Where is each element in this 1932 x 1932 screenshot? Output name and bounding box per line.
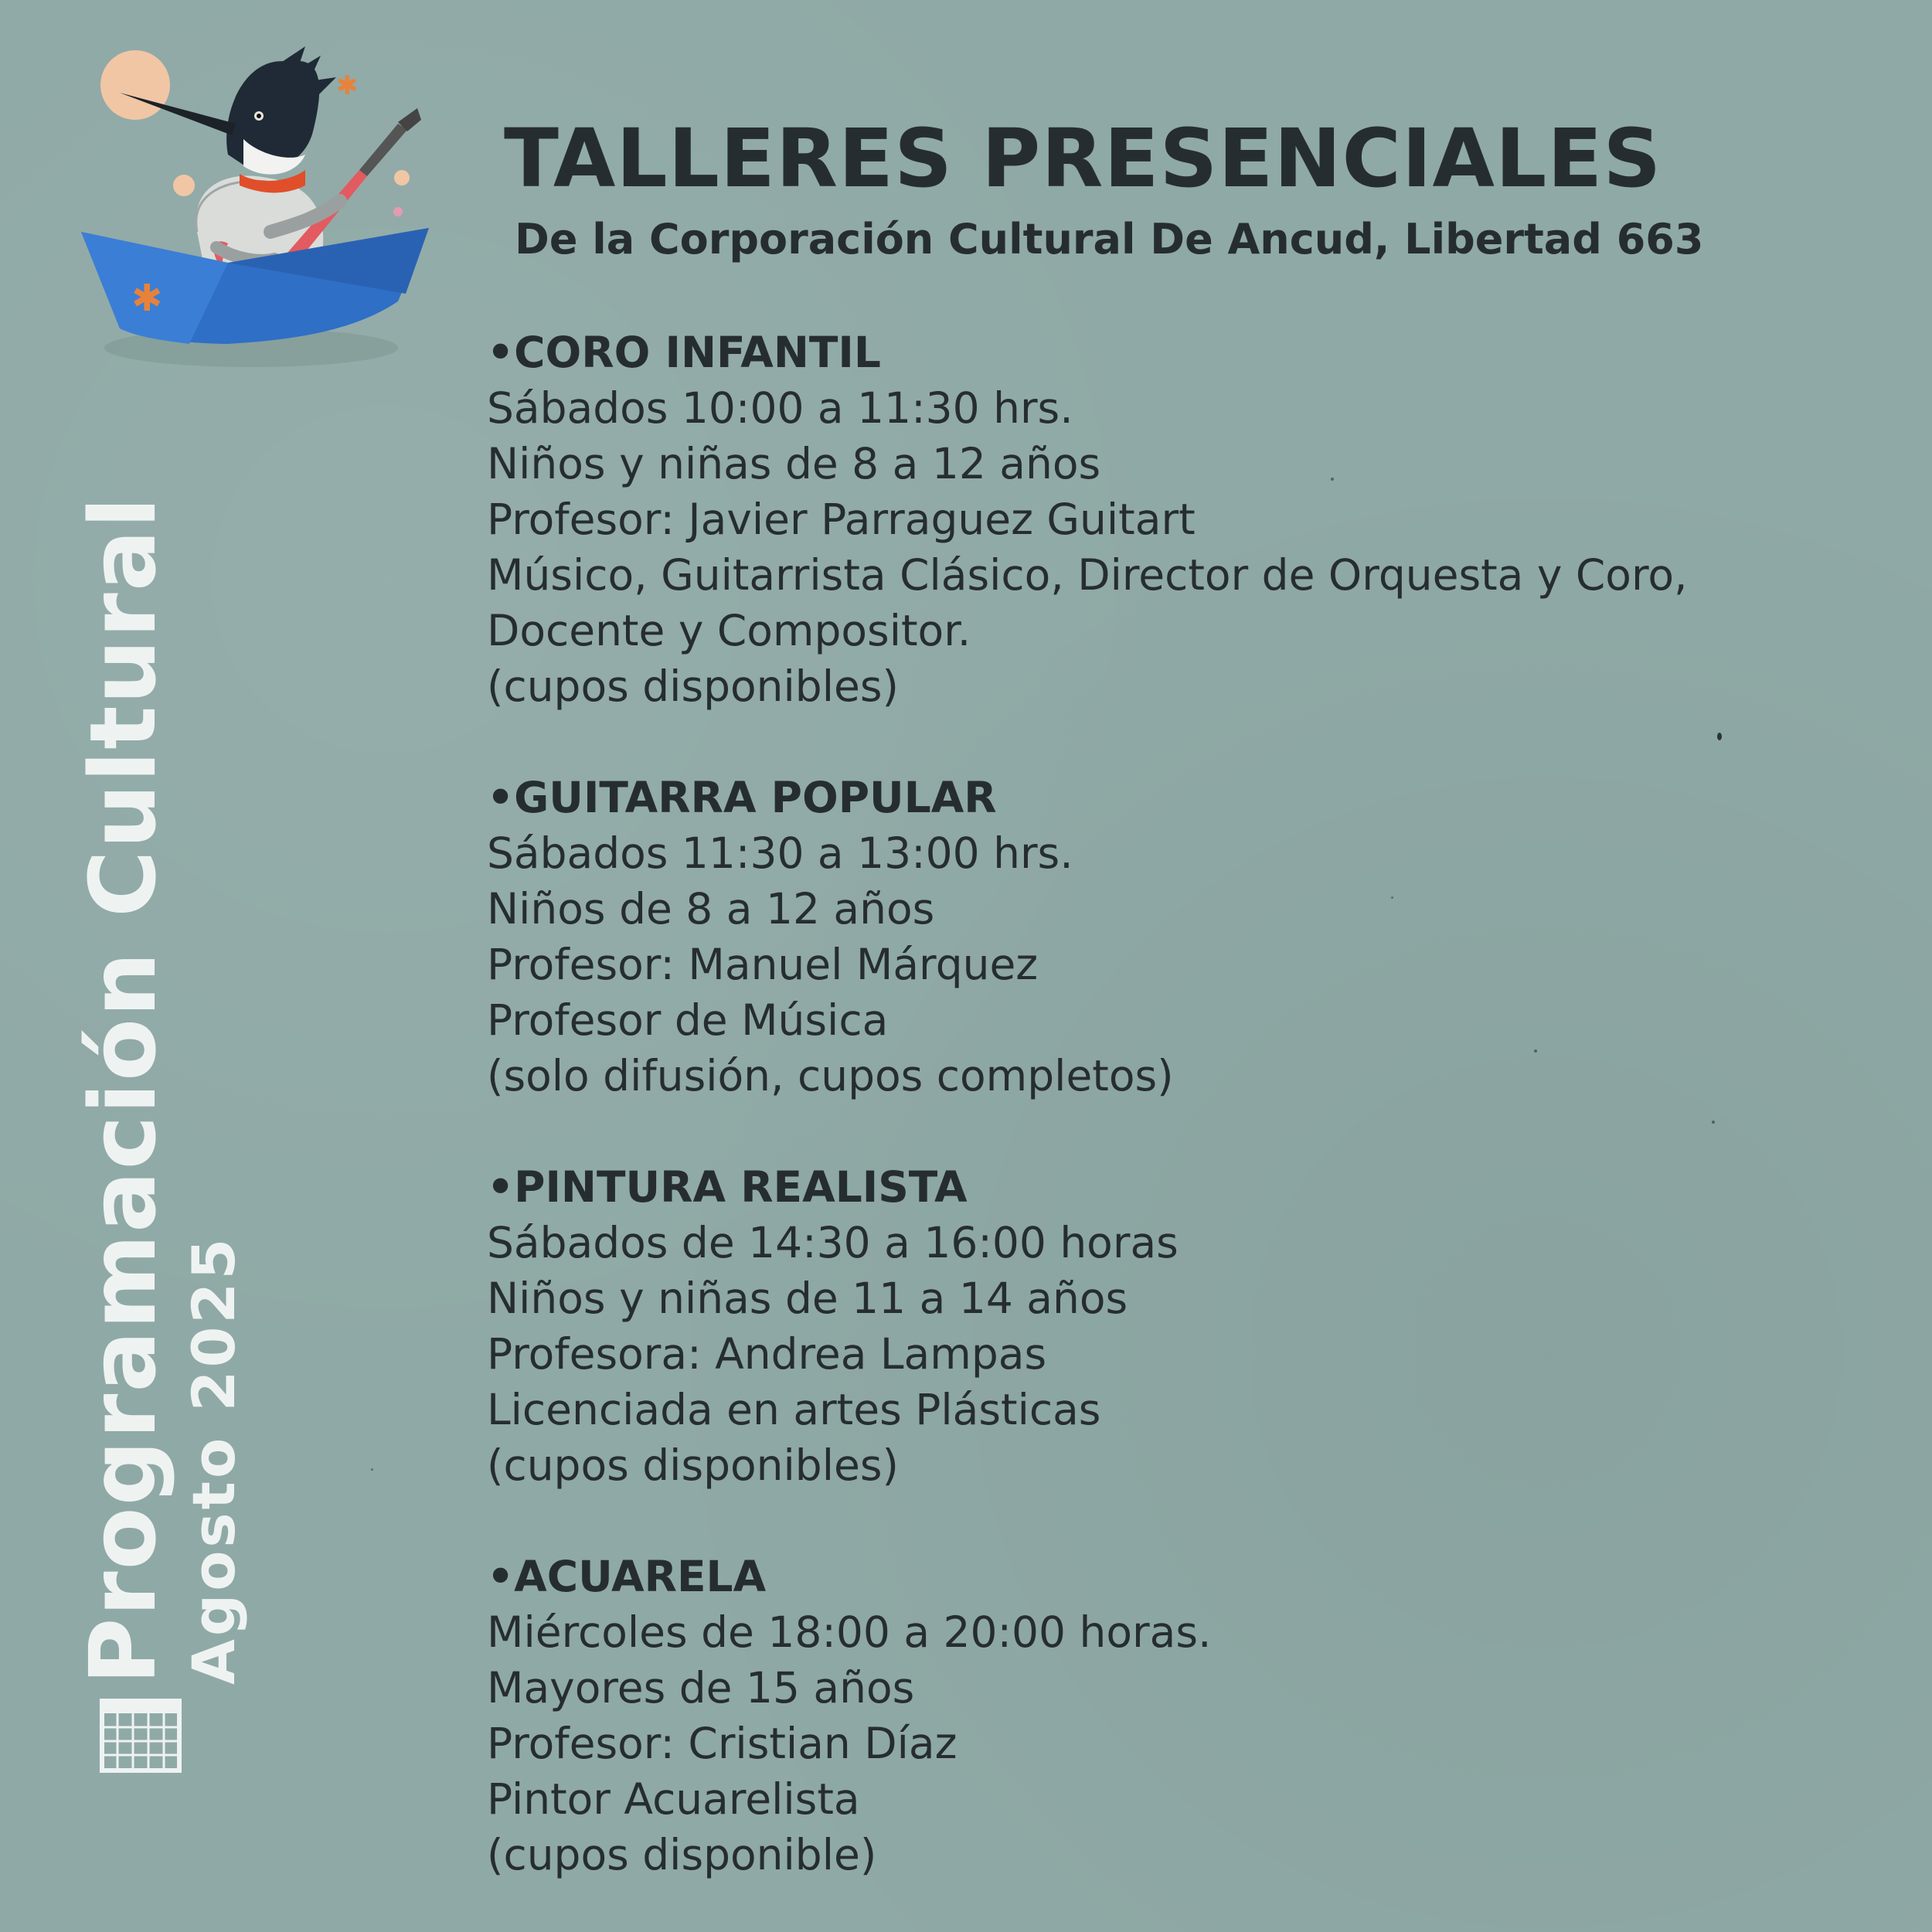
kingfisher-guitar-boat-icon bbox=[73, 39, 444, 379]
calendar-icon bbox=[99, 1696, 184, 1774]
workshop-availability: (solo difusión, cupos completos) bbox=[487, 1051, 1174, 1100]
workshop-acuarela bbox=[487, 1549, 1893, 1883]
workshop-coro-infantil bbox=[487, 325, 1893, 714]
workshop-teacher: Profesora: Andrea Lampas bbox=[487, 1329, 1047, 1379]
page-title: TALLERES PRESENCIALES bbox=[504, 111, 1662, 206]
workshop-audience: Niños de 8 a 12 años bbox=[487, 884, 935, 934]
workshop-name: •ACUARELA bbox=[487, 1552, 767, 1601]
workshop-audience: Niños y niñas de 11 a 14 años bbox=[487, 1274, 1128, 1323]
workshop-teacher-bio: Docente y Compositor. bbox=[487, 606, 971, 655]
workshop-teacher: Profesor: Javier Parraguez Guitart bbox=[487, 495, 1196, 544]
workshop-audience: Mayores de 15 años bbox=[487, 1663, 915, 1713]
svg-text:✱: ✱ bbox=[336, 70, 359, 101]
page-subtitle: De la Corporación Cultural De Ancud, Libertad 663 bbox=[515, 215, 1704, 264]
workshop-pintura-realista bbox=[487, 1159, 1893, 1493]
paper-speck bbox=[371, 1468, 373, 1471]
workshop-teacher-bio: Músico, Guitarrista Clásico, Director de Orquesta y Coro, bbox=[487, 550, 1688, 600]
workshop-teacher-bio: Profesor de Música bbox=[487, 995, 889, 1045]
workshop-teacher: Profesor: Manuel Márquez bbox=[487, 940, 1039, 989]
workshop-teacher-bio: Pintor Acuarelista bbox=[487, 1774, 860, 1824]
workshop-schedule: Sábados 11:30 a 13:00 hrs. bbox=[487, 828, 1073, 878]
side-title: Programación Cultural bbox=[70, 495, 176, 1685]
workshop-availability: (cupos disponible) bbox=[487, 1830, 877, 1879]
workshop-name: •PINTURA REALISTA bbox=[487, 1162, 968, 1212]
workshop-name: •CORO INFANTIL bbox=[487, 328, 881, 377]
svg-text:✱: ✱ bbox=[131, 277, 163, 320]
side-subtitle: Agosto 2025 bbox=[179, 1235, 248, 1685]
workshop-schedule: Sábados de 14:30 a 16:00 horas bbox=[487, 1218, 1179, 1267]
workshop-guitarra-popular bbox=[487, 770, 1893, 1104]
workshop-name: •GUITARRA POPULAR bbox=[487, 773, 997, 822]
workshop-availability: (cupos disponibles) bbox=[487, 1440, 899, 1490]
workshop-audience: Niños y niñas de 8 a 12 años bbox=[487, 439, 1101, 488]
workshop-schedule: Miércoles de 18:00 a 20:00 horas. bbox=[487, 1607, 1212, 1657]
workshop-teacher-bio: Licenciada en artes Plásticas bbox=[487, 1385, 1101, 1434]
workshop-availability: (cupos disponibles) bbox=[487, 662, 899, 711]
header bbox=[502, 112, 1739, 267]
workshop-teacher: Profesor: Cristian Díaz bbox=[487, 1719, 957, 1768]
side-title-block bbox=[70, 495, 249, 1685]
workshop-schedule: Sábados 10:00 a 11:30 hrs. bbox=[487, 383, 1073, 433]
workshops-list bbox=[487, 325, 1893, 1932]
